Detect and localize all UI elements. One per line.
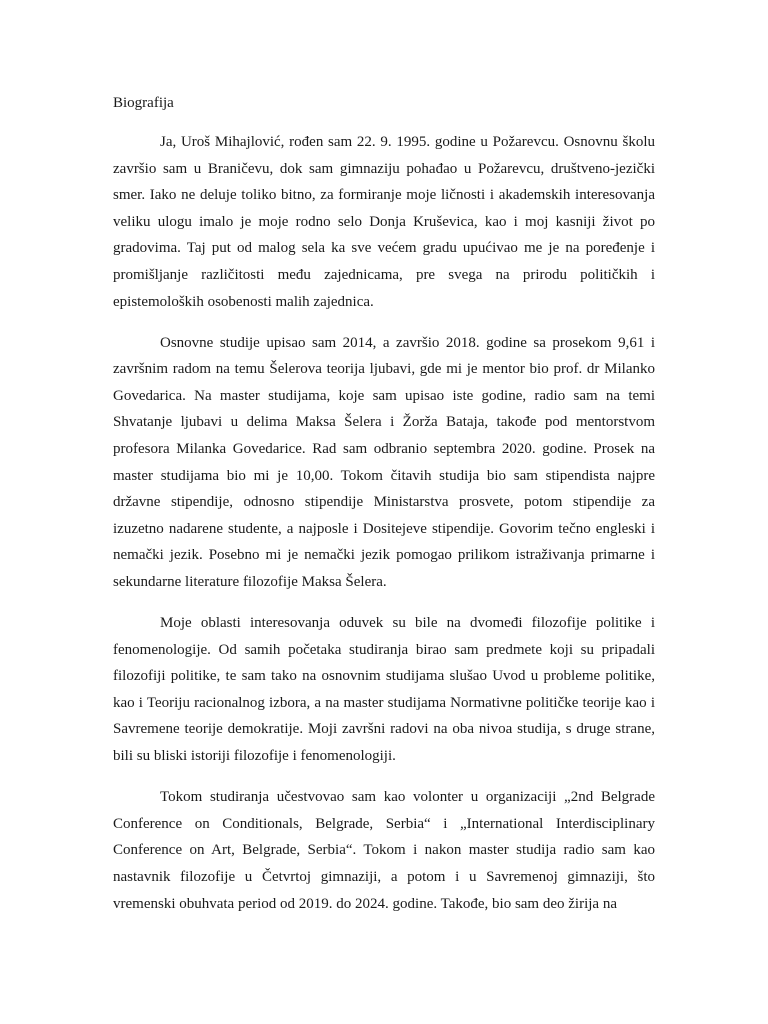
document-title: Biografija [113, 95, 174, 111]
paragraph-2: Osnovne studije upisao sam 2014, a završio 2018. godine sa prosekom 9,61 i završnim radom na temu Šelerova teorija ljubavi, gde mi je mentor bio prof. dr Milanko Govedarica. Na master studijama, koje sam upisao iste godine, radio sam na temi Shvatanje ljubavi u delima Maksa Šelera i Žorža Bataja, takođe pod mentorstvom profesora Milanka Govedarice. Rad sam odbranio septembra 2020. godine. Prosek na master studijama bio mi je 10,00. Tokom čitavih studija bio sam stipendista najpre državne stipendije, odnosno stipendije Ministarstva prosvete, potom stipendije za izuzetno nadarene studente, a najposle i Dositejeve stipendije. Govorim tečno engleski i nemački jezik. Posebno mi je nemački jezik pomogao prilikom istraživanja primarne i sekundarne literature filozofije Maksa Šelera. [113, 334, 655, 590]
document-page [113, 91, 655, 932]
paragraph-4: Tokom studiranja učestvovao sam kao volonter u organizaciji „2nd Belgrade Conference on Conditionals, Belgrade, Serbia“ i „International Interdisciplinary Conference on Art, Belgrade, Serbia“. Tokom i nakon master studija radio sam kao nastavnik filozofije u Četvrtoj gimnaziji, a potom i u Savremenoj gimnaziji, što vremenski obuhvata period od 2019. do 2024. godine. Takođe, bio sam deo žirija na [113, 789, 655, 912]
paragraph-1: Ja, Uroš Mihajlović, rođen sam 22. 9. 1995. godine u Požarevcu. Osnovnu školu završio sam u Braničevu, dok sam gimnaziju pohađao u Požarevcu, društveno-jezički smer. Iako ne deluje toliko bitno, za formiranje moje ličnosti i akademskih interesovanja veliku ulogu imalo je moje rodno selo Donja Kruševica, kao i moj kasniji život po gradovima. Taj put od malog sela ka sve većem gradu upućivao me je na poređenje i promišljanje različitosti među zajednicama, pre svega na prirodu političkih i epistemoloških osobenosti malih zajednica. [113, 134, 655, 310]
paragraph-3: Moje oblasti interesovanja oduvek su bile na dvomeđi filozofije politike i fenomenologije. Od samih početaka studiranja birao sam predmete koji su pripadali filozofiji politike, te sam tako na osnovnim studijama slušao Uvod u probleme politike, kao i Teoriju racionalnog izbora, a na master studijama Normativne političke teorije kao i Savremene teorije demokratije. Moji završni radovi na oba nivoa studija, s druge strane, bili su bliski istoriji filozofije i fenomenologiji. [113, 615, 655, 765]
